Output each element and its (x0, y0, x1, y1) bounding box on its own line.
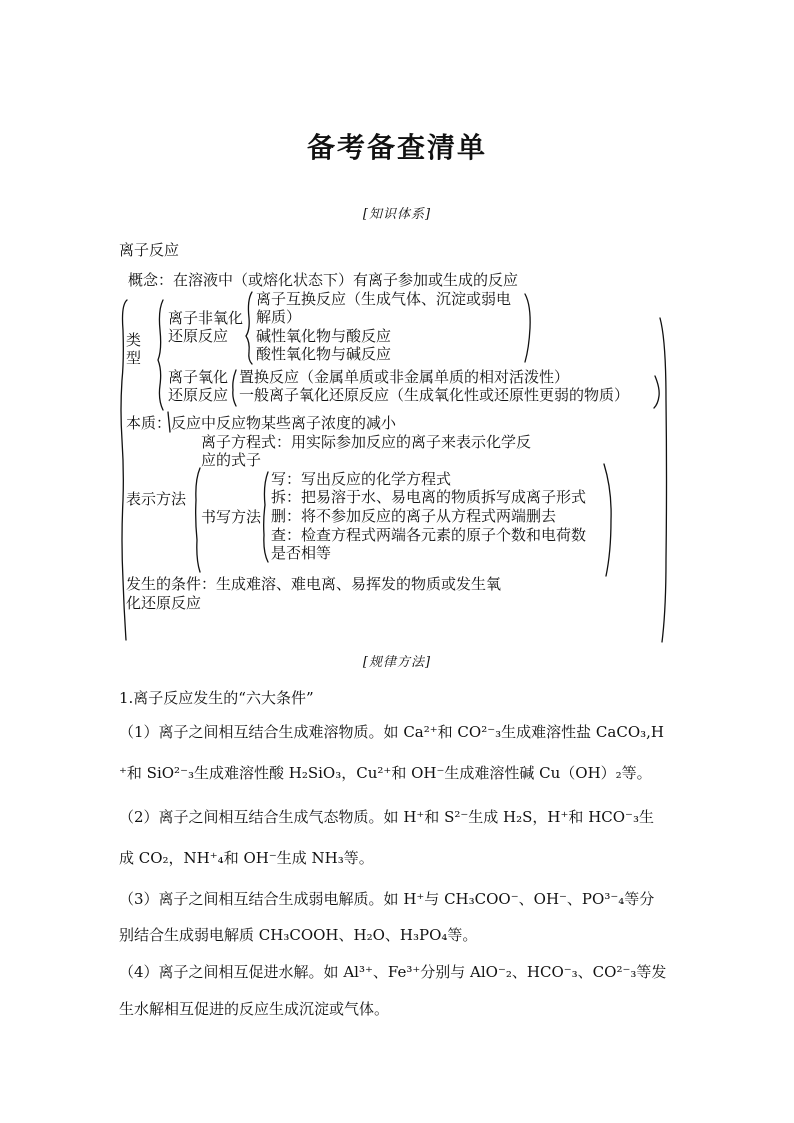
condition-3-line-1: （3）离子之间相互结合生成弱电解质。如 H⁺与 CH₃COO⁻、OH⁻、PO³⁻₄等分 (119, 890, 655, 908)
step-check-1: 查：检查方程式两端各元素的原子个数和电荷数 (271, 526, 587, 544)
page-title: 备考备查清单 (306, 131, 487, 164)
expression-method-label: 表示方法 (126, 490, 187, 508)
methods-heading: [规律方法] (362, 655, 432, 670)
type-label-2: 型 (126, 349, 142, 367)
general-redox-reaction: 一般离子氧化还原反应（生成氧化性或还原性更弱的物质） (239, 386, 630, 404)
step-write: 写：写出反应的化学方程式 (271, 470, 452, 488)
step-delete: 删：将不参加反应的离子从方程式两端删去 (271, 507, 557, 525)
condition-1-line-1: （1）离子之间相互结合生成难溶物质。如 Ca²⁺和 CO²⁻₃生成难溶性盐 CaCO₃,H (119, 723, 664, 741)
condition-2-line-2: 成 CO₂，NH⁺₄和 OH⁻生成 NH₃等。 (119, 849, 374, 867)
exchange-reaction-2: 解质） (256, 308, 302, 326)
non-redox-label-1: 离子非氧化 (168, 309, 244, 327)
knowledge-system-heading: [知识体系] (362, 207, 432, 222)
step-check-2: 是否相等 (271, 544, 332, 562)
condition-4-line-1: （4）离子之间相互促进水解。如 Al³⁺、Fe³⁺分别与 AlO⁻₂、HCO⁻₃、CO²⁻₃等发 (119, 963, 667, 981)
condition-3-line-2: 别结合生成弱电解质 CH₃COOH、H₂O、H₃PO₄等。 (119, 926, 478, 944)
acidic-oxide-base: 酸性氧化物与碱反应 (256, 345, 392, 363)
redox-label-1: 离子氧化 (168, 368, 229, 386)
conditions-line-2: 化还原反应 (126, 594, 202, 612)
essence-line: 本质：反应中反应物某些离子浓度的减小 (126, 414, 397, 432)
conditions-line-1: 发生的条件：生成难溶、难电离、易挥发的物质或发生氧 (126, 575, 502, 593)
equation-definition-1: 离子方程式：用实际参加反应的离子来表示化学反 (201, 433, 532, 451)
basic-oxide-acid: 碱性氧化物与酸反应 (256, 327, 392, 345)
expression-left-brace (196, 468, 200, 572)
condition-4-line-2: 生水解相互促进的反应生成沉淀或气体。 (119, 1000, 390, 1018)
non-redox-right-brace (525, 294, 530, 362)
concept-line: 概念：在溶液中（或熔化状态下）有离子参加或生成的反应 (128, 271, 519, 289)
redox-right-brace (654, 376, 659, 408)
exchange-reaction-1: 离子互换反应（生成气体、沉淀或弱电 (256, 290, 512, 308)
type-left-brace (158, 300, 163, 410)
writing-left-brace (264, 472, 268, 562)
six-conditions-heading: 1.离子反应发生的“六大条件” (119, 689, 314, 707)
condition-1-line-2: ⁺和 SiO²⁻₃生成难溶性酸 H₂SiO₃，Cu²⁺和 OH⁻生成难溶性碱 Cu（OH）₂等。 (119, 764, 652, 782)
diagram-root: 离子反应 (119, 241, 180, 259)
type-label-1: 类 (126, 331, 142, 349)
displacement-reaction: 置换反应（金属单质或非金属单质的相对活泼性） (239, 368, 570, 386)
redox-left-brace (233, 370, 236, 406)
outer-right-brace (660, 318, 667, 642)
writing-method-label: 书写方法 (201, 508, 262, 526)
redox-label-2: 还原反应 (168, 386, 229, 404)
step-split: 拆：把易溶于水、易电离的物质拆写成离子形式 (271, 488, 587, 506)
equation-definition-2: 应的式子 (201, 451, 262, 469)
non-redox-label-2: 还原反应 (168, 327, 229, 345)
non-redox-left-brace (246, 292, 252, 364)
condition-2-line-1: （2）离子之间相互结合生成气态物质。如 H⁺和 S²⁻生成 H₂S，H⁺和 HCO⁻₃生 (119, 808, 654, 826)
writing-right-brace (604, 464, 611, 576)
